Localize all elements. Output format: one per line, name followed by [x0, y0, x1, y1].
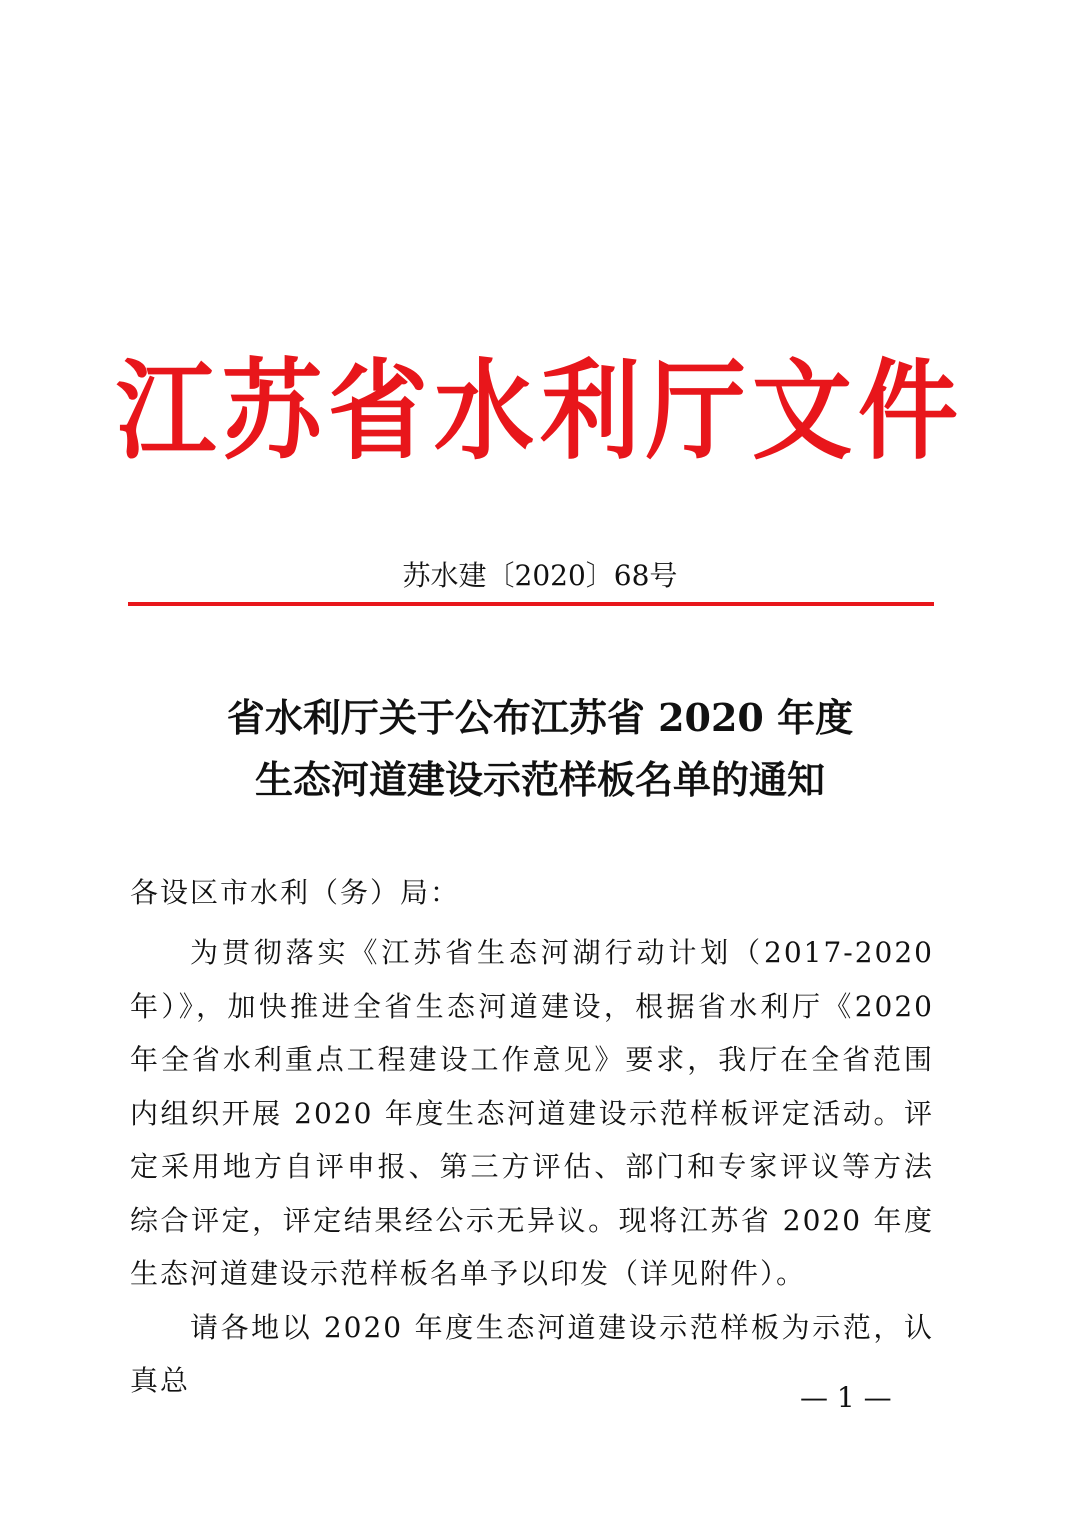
notice-body [130, 926, 934, 1408]
page-number: — 1 — [800, 1381, 892, 1414]
body-paragraph-2: 请各地以 2020 年度生态河道建设示范样板为示范，认真总 [130, 1310, 934, 1397]
body-paragraph-1: 为贯彻落实《江苏省生态河湖行动计划（2017-2020 年）》，加快推进全省生态河道建设，根据省水利厅《2020 年全省水利重点工程建设工作意见》要求，我厅在全省范围内组织开展 2020 年度生态河道建设示范样板评定活动。评定采用地方自评申报、第三方评估、部门和专家评议等方法综合评定，评定结果经公示无异议。现将江苏省 2020 年度生态河道建设示范样板名单予以印发（详见附件）。 [130, 936, 934, 1290]
notice-title-line-2: 生态河道建设示范样板名单的通知 [254, 757, 825, 802]
notice-title-line-1: 省水利厅关于公布江苏省 2020 年度 [226, 695, 854, 740]
red-divider-line [128, 602, 934, 606]
salutation: 各设区市水利（务）局： [130, 876, 461, 909]
document-masthead: 江苏省水利厅文件 [116, 348, 964, 475]
document-number: 苏水建〔2020〕68号 [402, 559, 678, 592]
